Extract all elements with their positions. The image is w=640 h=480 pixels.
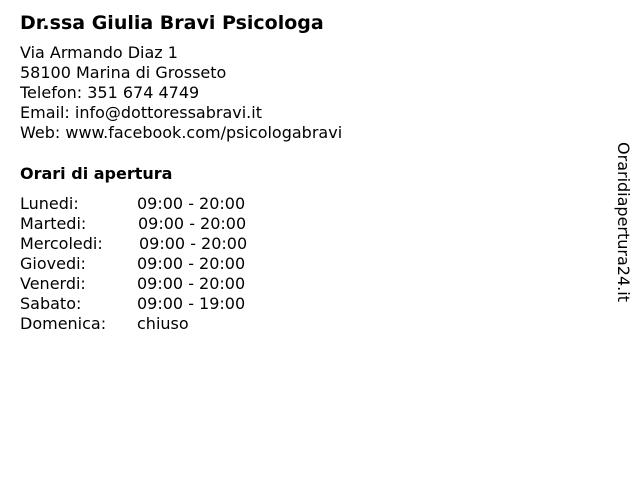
day-label: Lunedi: bbox=[20, 194, 79, 213]
day-label: Venerdi: bbox=[20, 274, 86, 293]
hours-row-friday bbox=[20, 274, 320, 294]
time-value: 09:00 - 20:00 bbox=[137, 194, 246, 213]
site-watermark: Oraridiapertura24.it bbox=[614, 142, 633, 302]
time-value: 09:00 - 19:00 bbox=[137, 294, 246, 313]
opening-hours-table bbox=[20, 194, 320, 334]
address-line-1: Via Armando Diaz 1 bbox=[20, 43, 178, 62]
time-value: 09:00 - 20:00 bbox=[137, 254, 246, 273]
hours-row-tuesday bbox=[20, 214, 320, 234]
hours-row-thursday bbox=[20, 254, 320, 274]
hours-row-saturday bbox=[20, 294, 320, 314]
time-value: 09:00 - 20:00 bbox=[138, 214, 247, 233]
time-value: 09:00 - 20:00 bbox=[139, 234, 248, 253]
day-label: Domenica: bbox=[20, 314, 107, 333]
business-name: Dr.ssa Giulia Bravi Psicologa bbox=[20, 12, 324, 34]
hours-row-monday bbox=[20, 194, 320, 214]
contact-block bbox=[20, 43, 342, 143]
day-label: Sabato: bbox=[20, 294, 82, 313]
opening-hours-heading: Orari di apertura bbox=[20, 164, 173, 183]
day-label: Mercoledi: bbox=[20, 234, 103, 253]
time-value: chiuso bbox=[137, 314, 189, 333]
address-line-2: 58100 Marina di Grosseto bbox=[20, 63, 227, 82]
website-link[interactable]: Web: www.facebook.com/psicologabravi bbox=[20, 123, 343, 142]
day-label: Giovedi: bbox=[20, 254, 86, 273]
day-label: Martedi: bbox=[20, 214, 87, 233]
hours-row-sunday bbox=[20, 314, 320, 334]
hours-row-wednesday bbox=[20, 234, 320, 254]
time-value: 09:00 - 20:00 bbox=[137, 274, 246, 293]
email-address[interactable]: Email: info@dottoressabravi.it bbox=[20, 103, 262, 122]
phone-number[interactable]: Telefon: 351 674 4749 bbox=[20, 83, 200, 102]
